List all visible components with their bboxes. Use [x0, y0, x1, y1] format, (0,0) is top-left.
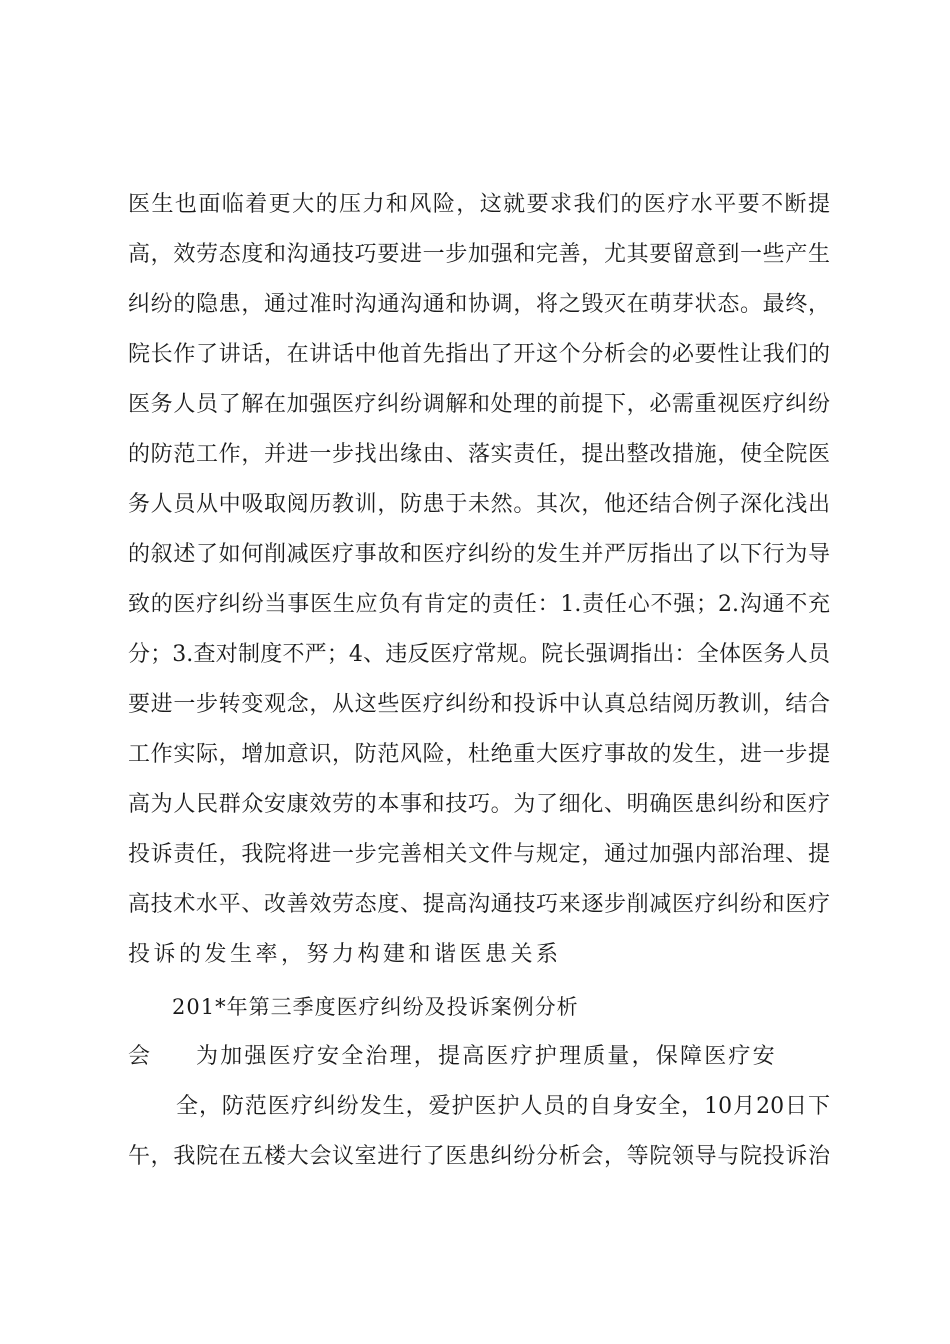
- paragraph-line-last: 投诉的发生率，努力构建和谐医患关系: [128, 942, 562, 967]
- paragraph-line: 为加强医疗安全治理，提高医疗护理质量，保障医疗安: [196, 1044, 777, 1069]
- paragraph-line: 分；3.查对制度不严；4、违反医疗常规。院长强调指出：全体医务人员: [128, 642, 830, 667]
- paragraph-line: 要进一步转变观念，从这些医疗纠纷和投诉中认真总结阅历教训，结合: [128, 692, 830, 717]
- paragraph-line: 工作实际，增加意识，防范风险，杜绝重大医疗事故的发生，进一步提: [128, 742, 830, 767]
- paragraph-line: 全，防范医疗纠纷发生，爱护医护人员的自身安全，10月20日下: [176, 1094, 830, 1119]
- paragraph-line: 医生也面临着更大的压力和风险，这就要求我们的医疗水平要不断提: [128, 192, 830, 217]
- paragraph-line: 高技术水平、改善效劳态度、提高沟通技巧来逐步削减医疗纠纷和医疗: [128, 892, 830, 917]
- paragraph-line: 投诉责任，我院将进一步完善相关文件与规定，通过加强内部治理、提: [128, 842, 830, 867]
- paragraph-line: 务人员从中吸取阅历教训，防患于未然。其次，他还结合例子深化浅出: [128, 492, 830, 517]
- paragraph-line: 致的医疗纠纷当事医生应负有肯定的责任：1.责任心不强；2.沟通不充: [128, 592, 830, 617]
- section-heading-continuation: 会: [128, 1044, 154, 1069]
- paragraph-line: 的叙述了如何削减医疗事故和医疗纠纷的发生并严厉指出了以下行为导: [128, 542, 830, 567]
- section-heading: 201*年第三季度医疗纠纷及投诉案例分析: [172, 995, 579, 1019]
- paragraph-line: 的防范工作，并进一步找出缘由、落实责任，提出整改措施，使全院医: [128, 442, 830, 467]
- paragraph-line: 午，我院在五楼大会议室进行了医患纠纷分析会，等院领导与院投诉治: [128, 1144, 830, 1169]
- paragraph-line: 医务人员了解在加强医疗纠纷调解和处理的前提下，必需重视医疗纠纷: [128, 392, 830, 417]
- paragraph-line: 院长作了讲话，在讲话中他首先指出了开这个分析会的必要性让我们的: [128, 342, 830, 367]
- paragraph-line: 纠纷的隐患，通过准时沟通沟通和协调，将之毁灭在萌芽状态。最终，: [128, 292, 830, 317]
- paragraph-line: 高，效劳态度和沟通技巧要进一步加强和完善，尤其要留意到一些产生: [128, 242, 830, 267]
- paragraph-line: 高为人民群众安康效劳的本事和技巧。为了细化、明确医患纠纷和医疗: [128, 792, 830, 817]
